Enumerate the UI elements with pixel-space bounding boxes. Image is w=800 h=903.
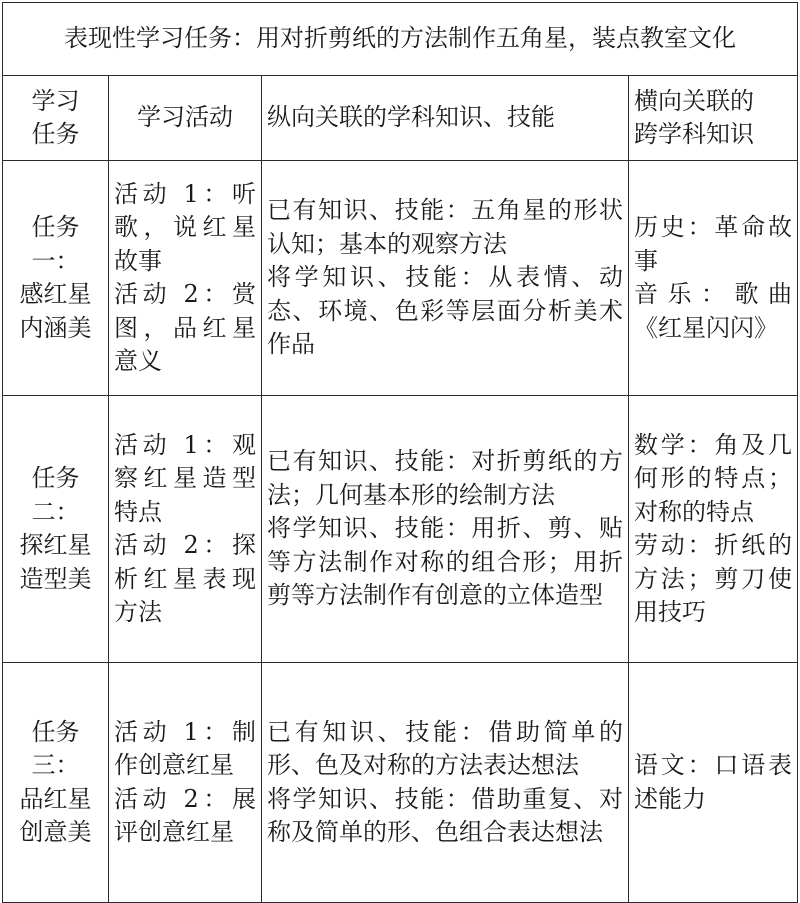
activity-item: 活动 1：观察红星造型特点 <box>114 430 256 526</box>
cross-subject-item: 数学：角及几何形的特点；对称的特点 <box>634 430 792 526</box>
activity-cell <box>109 396 262 663</box>
header-vertical: 纵向关联的学科知识、技能 <box>262 76 629 161</box>
header-task-line: 任务 <box>31 120 80 148</box>
task-cell <box>3 663 109 903</box>
task-line: 创意美 <box>19 818 92 846</box>
header-task <box>3 76 109 161</box>
task-cell <box>3 396 109 663</box>
activity-item: 活动 1：听歌，说红星故事 <box>114 179 256 275</box>
knowledge-item: 将学知识、技能：借助重复、对称及简单的形、色组合表达想法 <box>267 784 623 846</box>
header-horizontal <box>629 76 798 161</box>
knowledge-item: 已有知识、技能：对折剪纸的方法；几何基本形的绘制方法 <box>267 447 623 509</box>
activity-item: 活动 2：赏图，品红星意义 <box>114 280 256 375</box>
header-row <box>3 76 798 161</box>
task-line: 任务 <box>31 213 80 241</box>
horizontal-knowledge-cell <box>629 161 798 396</box>
knowledge-item: 已有知识、技能：借助简单的形、色及对称的方法表达想法 <box>267 717 623 779</box>
lesson-plan-table <box>2 2 798 903</box>
horizontal-knowledge-cell <box>629 396 798 663</box>
task-line: 三： <box>31 751 80 779</box>
task-line: 二： <box>31 497 80 526</box>
activity-cell <box>109 161 262 396</box>
activity-cell <box>109 663 262 903</box>
task-line: 内涵美 <box>19 313 92 342</box>
vertical-knowledge-cell <box>262 663 629 903</box>
knowledge-item: 将学知识、技能：从表情、动态、环境、色彩等层面分析美术作品 <box>267 263 623 359</box>
cross-subject-item: 音乐：歌曲《红星闪闪》 <box>634 280 792 342</box>
task-cell <box>3 161 109 396</box>
table-title: 表现性学习任务：用对折剪纸的方法制作五角星，装点教室文化 <box>3 3 798 76</box>
horizontal-knowledge-cell <box>629 663 798 903</box>
task-line: 一： <box>31 246 80 275</box>
task-line: 任务 <box>31 717 80 746</box>
task-line: 探红星 <box>19 531 92 559</box>
activity-item: 活动 1：制作创意红星 <box>114 717 256 779</box>
activity-item: 活动 2：展评创意红星 <box>114 784 256 846</box>
cross-subject-item: 历史：革命故事 <box>634 213 792 275</box>
table-row <box>3 161 798 396</box>
task-line: 品红星 <box>19 784 92 813</box>
cross-subject-item: 劳动：折纸的方法；剪刀使用技巧 <box>634 531 792 626</box>
knowledge-item: 将学知识、技能：用折、剪、贴等方法制作对称的组合形；用折剪等方法制作有创意的立体造型 <box>267 514 623 610</box>
task-line: 感红星 <box>19 280 92 308</box>
header-task-line: 学习 <box>31 86 80 115</box>
knowledge-item: 已有知识、技能：五角星的形状认知；基本的观察方法 <box>267 196 623 258</box>
activity-item: 活动 2：探析红星表现方法 <box>114 531 256 626</box>
vertical-knowledge-cell <box>262 161 629 396</box>
cross-subject-item: 语文：口语表述能力 <box>634 751 792 813</box>
table-row <box>3 663 798 903</box>
task-line: 任务 <box>31 464 80 492</box>
header-horizontal-line: 横向关联的 <box>634 86 754 115</box>
task-line: 造型美 <box>19 564 92 593</box>
header-activity: 学习活动 <box>109 76 262 161</box>
table-row <box>3 396 798 663</box>
header-horizontal-line: 跨学科知识 <box>634 120 754 148</box>
vertical-knowledge-cell <box>262 396 629 663</box>
